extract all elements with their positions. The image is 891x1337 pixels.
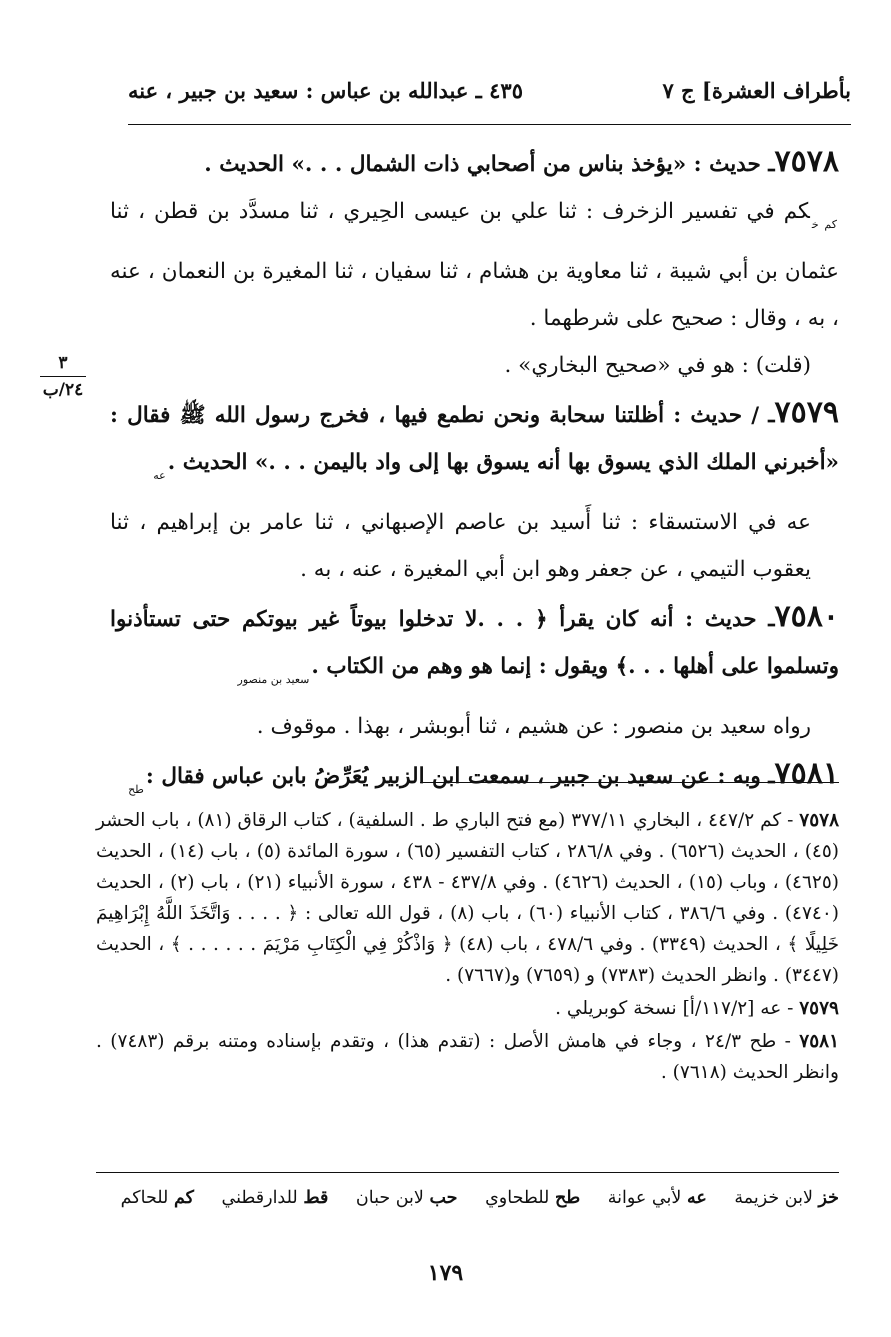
entry-heading: ـ وبه : عن سعيد بن جبير ، سمعت ابن الزبير يُعَرِّضُ بابن عباس فقال : <box>145 764 775 789</box>
footnotes <box>96 805 839 1090</box>
entry-7578-body <box>110 188 839 342</box>
entry-heading: ـ / حديث : أظلتنا سحابة ونحن نطمع فيها ، فخرج رسول الله ﷺ فقال : «أخبرني الملك الذي يسوق بها أنه يسوق بها إلى واد باليمن . . .» الحديث . <box>110 403 839 475</box>
entry-number: ٧٥٨١ <box>774 756 839 791</box>
entry-heading: ـ حديث : أنه كان يقرأ ﴿ . . .لا تدخلوا بيوتاً غير بيوتكم حتى تستأذنوا وتسلموا على أهلها . . .﴾ ويقول : إنما هو وهم من الكتاب . <box>110 607 839 679</box>
footnote-ref: ٧٥٧٩ <box>799 998 839 1019</box>
footnote-text: - عه [١١٧/٢/أ] نسخة كوبريلي . <box>555 998 800 1019</box>
entry-number: ٧٥٧٩ <box>774 395 839 430</box>
header-book-title: بأطراف العشرة] ج ٧ <box>662 78 851 103</box>
entry-siglum: عه <box>153 469 166 482</box>
entry-heading: ـ حديث : «يؤخذ بناس من أصحابي ذات الشمال . . .» الحديث . <box>204 152 775 177</box>
entry-7579-head <box>110 389 839 499</box>
abbr-code: عه <box>686 1188 707 1208</box>
footnote-text: - طح ٢٤/٣ ، وجاء في هامش الأصل : (تقدم هذا) ، وتقدم بإسناده ومتنه برقم (٧٤٨٣) . وانظر الحديث (٧٦١٨) . <box>96 1031 839 1083</box>
margin-note-bottom: ٢٤/ب <box>42 380 84 400</box>
header-chapter-title: ٤٣٥ ـ عبدالله بن عباس : سعيد بن جبير ، عنه <box>128 78 523 103</box>
abbr-item <box>121 1188 194 1208</box>
entry-body-text: كم في تفسير الزخرف : ثنا علي بن عيسى الحِيري ، ثنا مسدَّد بن قطن ، ثنا عثمان بن أبي شيبة ، ثنا معاوية بن هشام ، ثنا سفيان ، ثنا المغيرة بن النعمان ، عنه ، به ، وقال : صحيح على شرطهما . <box>110 199 839 331</box>
entry-siglum: طح <box>128 783 144 796</box>
footnote-7581 <box>96 1026 839 1088</box>
header-rule <box>128 124 851 125</box>
entry-7580-body: رواه سعيد بن منصور : عن هشيم ، ثنا أبوبشر ، بهذا . موقوف . <box>256 714 811 739</box>
entry-7578-head <box>110 138 839 188</box>
abbr-item <box>356 1188 458 1208</box>
running-header <box>128 78 851 114</box>
entry-siglum: كم خ <box>811 218 837 231</box>
footnote-text: - كم ٤٤٧/٢ ، البخاري ٣٧٧/١١ (مع فتح الباري ط . السلفية) ، كتاب الرقاق (٨١) ، باب الحشر (٤٥) ، الحديث (٦٥٢٦) . وفي ٢٨٦/٨ ، كتاب التفسير (٦٥) ، سورة المائدة (٥) ، باب (١٤) ، الحديث (٤٦٢٥) ، وباب (١٥) ، الحديث (٤٦٢٦) . وفي ٤٣٧/٨ - ٤٣٨ ، سورة الأنبياء (٢١) ، باب (٢) ، الحديث (٤٧٤٠) . وفي ٣٨٦/٦ ، كتاب الأنبياء (٦٠) ، باب (٨) ، قول الله تعالى : ﴿ . . . . وَاتَّخَذَ اللَّهُ إِبْرَاهِيمَ خَلِيلًا ﴾ ، الحديث (٣٣٤٩) . وفي ٤٧٨/٦ ، باب (٤٨) ﴿ وَاذْكُرْ فِي الْكِتَابِ مَرْيَمَ . . . . . . ﴾ ، الحديث (٣٤٤٧) . وانظر الحديث (٧٣٨٣) و (٧٦٥٩) و(٧٦٦٧) . <box>96 810 840 986</box>
abbr-label: لابن حبان <box>355 1188 424 1208</box>
footnote-ref: ٧٥٨١ <box>799 1031 840 1052</box>
entry-7580-head <box>110 593 839 703</box>
margin-note <box>36 352 90 401</box>
entry-number: ٧٥٧٨ <box>774 144 839 179</box>
page-number: ١٧٩ <box>427 1260 464 1286</box>
abbr-item <box>734 1188 839 1208</box>
entry-siglum: سعيد بن منصور <box>237 673 310 686</box>
footnote-ref: ٧٥٧٨ <box>799 810 840 831</box>
abbreviation-key <box>96 1188 839 1208</box>
abbr-code: كم <box>173 1188 194 1208</box>
entry-7579-body: عه في الاستسقاء : ثنا أَسيد بن عاصم الإصبهاني ، ثنا عامر بن إبراهيم ، ثنا يعقوب التيمي ، عن جعفر وهو ابن أبي المغيرة ، عنه ، به . <box>110 510 811 582</box>
abbr-label: للحاكم <box>120 1188 169 1208</box>
footnote-7578 <box>96 805 839 991</box>
abbr-label: للطحاوي <box>485 1188 550 1208</box>
abbr-item <box>222 1188 329 1208</box>
key-rule <box>96 1172 839 1173</box>
abbr-item <box>608 1188 707 1208</box>
abbr-code: طح <box>554 1188 581 1208</box>
margin-note-top: ٣ <box>58 353 68 373</box>
abbr-item <box>485 1188 580 1208</box>
main-text <box>110 138 839 813</box>
abbr-label: لأبي عوانة <box>607 1188 682 1208</box>
footnote-rule <box>420 782 839 783</box>
entry-7578-note: (قلت) : هو في «صحيح البخاري» . <box>504 353 811 378</box>
margin-note-divider <box>40 376 86 377</box>
abbr-label: لابن خزيمة <box>734 1188 813 1208</box>
abbr-code: خز <box>818 1188 839 1208</box>
abbr-label: للدارقطني <box>221 1188 298 1208</box>
abbr-code: قط <box>303 1188 329 1208</box>
entry-number: ٧٥٨٠ <box>774 599 839 634</box>
footnote-7579 <box>96 993 839 1024</box>
abbr-code: حب <box>429 1188 458 1208</box>
